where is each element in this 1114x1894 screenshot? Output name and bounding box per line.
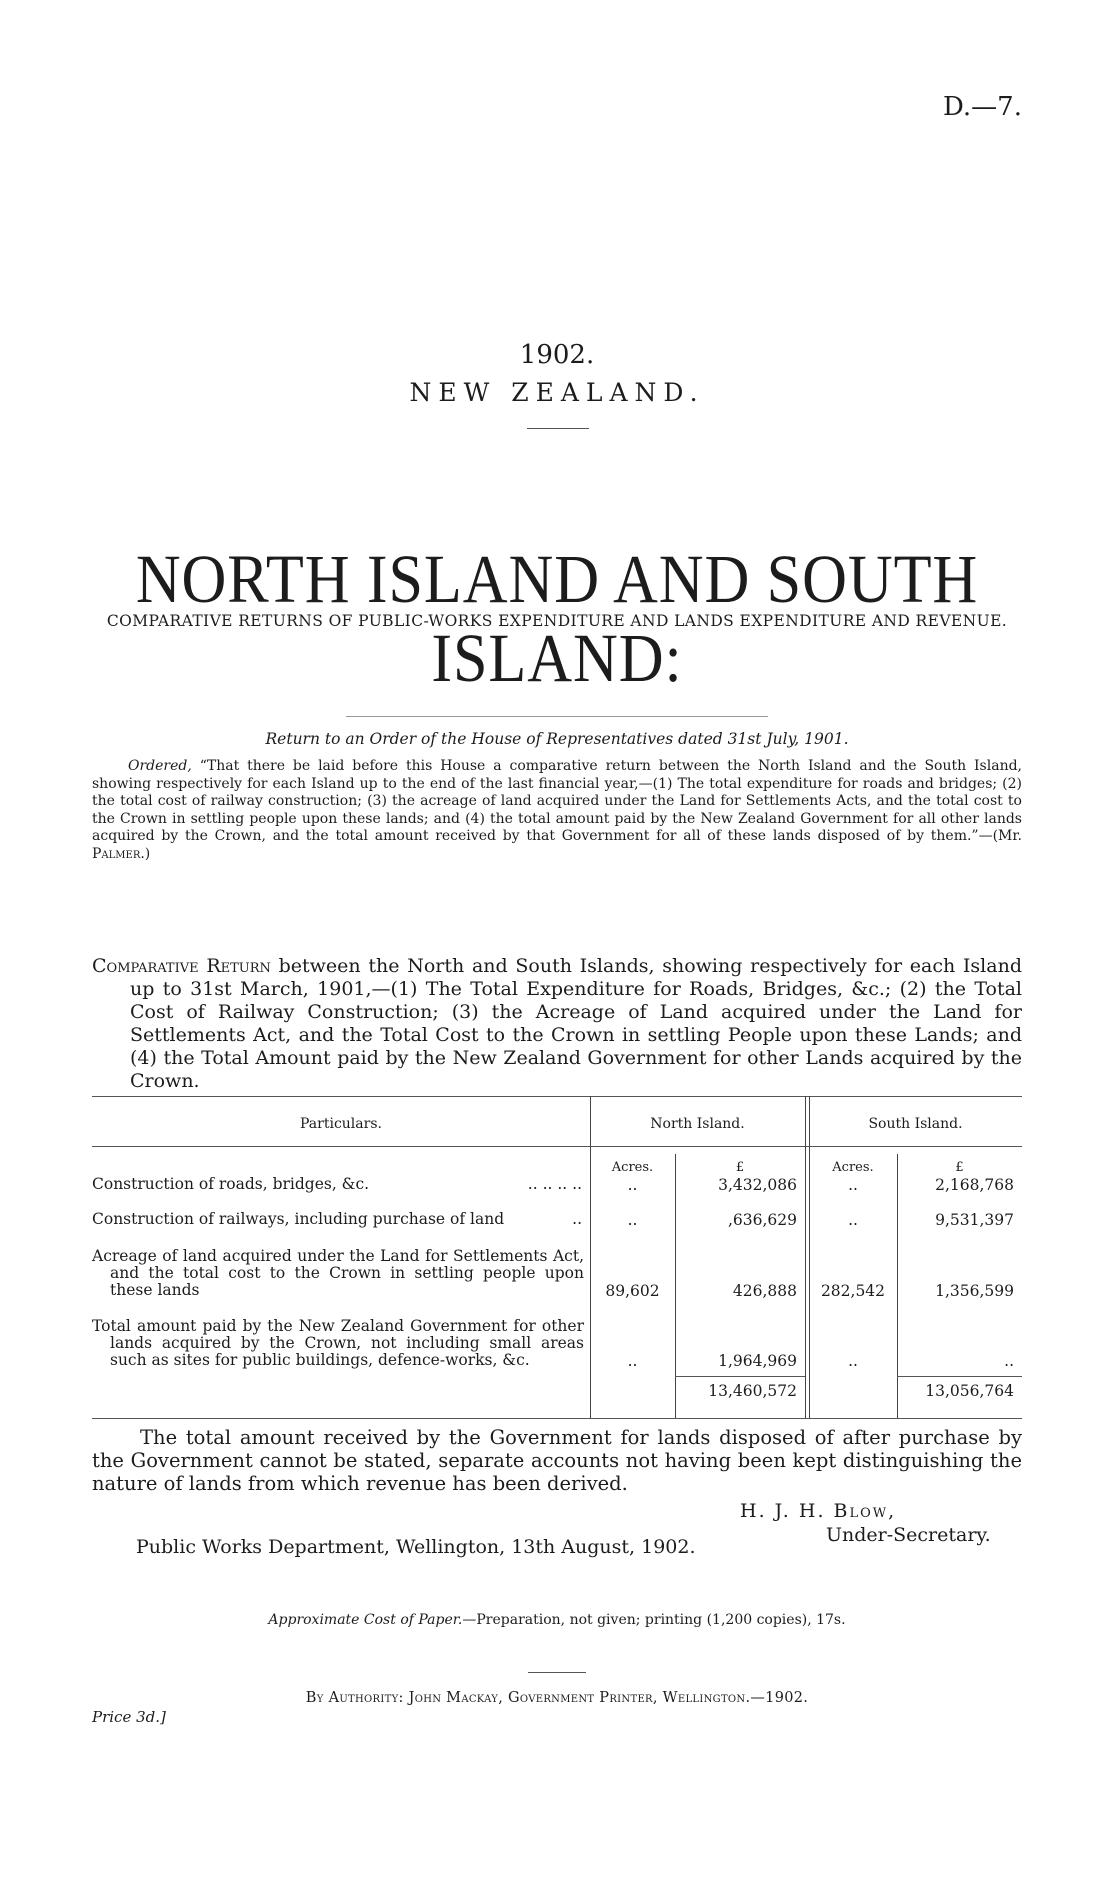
north-amount-cell: 1,964,969 — [718, 1352, 797, 1370]
north-total-cell: 13,460,572 — [708, 1382, 797, 1400]
signatory-name: H. J. H. Blow, — [740, 1500, 897, 1522]
north-amount-cell: ,636,629 — [727, 1211, 797, 1229]
unit-south-acres: Acres. — [832, 1160, 874, 1175]
comparative-return-table — [92, 1096, 1022, 1420]
ordered-paragraph — [92, 758, 1022, 863]
south-acres-cell: 282,542 — [820, 1282, 886, 1300]
north-acres-cell: 89,602 — [605, 1282, 660, 1300]
mover-name: Palmer — [92, 845, 141, 862]
cost-of-paper-line — [0, 1612, 1114, 1628]
comparative-text: between the North and South Islands, showing respectively for each Island up to 31st March, 1901,—(1) The Total Expenditure for Roads, Bridges, &c.; (2) the Total Cost of Railway Construction; (3) the Acreage of Land acquired under the Land for Settlements Act, and the Total Cost to the Crown in settling People upon these Lands; and (4) the Total Amount paid by the New Zealand Government for other Lands acquired by the Crown. — [130, 955, 1022, 1092]
ordered-text: “That there be laid before this House a comparative return between the North Island and the South Island, showing respectively for each Island up to the end of the last financial year,—(1) The total expenditure for roads and bridges; (2) the total cost of railway construction; (3) the acreage of land acquired under the Land for Settlements Acts, and the total cost to the Crown in settling people upon these lands; and (4) the total amount paid by the New Zealand Government for all other lands acquired by the Crown, and the total amount received by that Government for all of these lands disposed of by them.”—(Mr. — [92, 758, 1022, 844]
col-divider — [805, 1096, 806, 1418]
header-particulars: Particulars. — [300, 1116, 382, 1132]
south-amount-cell: 9,531,397 — [935, 1211, 1014, 1229]
ordered-label: Ordered, — [128, 758, 192, 774]
south-amount-cell: 2,168,768 — [935, 1176, 1014, 1194]
south-acres-cell: .. — [848, 1211, 858, 1229]
south-amount-cell: .. — [1004, 1352, 1014, 1370]
table-row-label: Total amount paid by the New Zealand Government for other lands acquired by the Crown, not including small areas such as sites for public buildings, defence-works, &c. — [92, 1317, 584, 1369]
divider — [527, 428, 589, 429]
page-title: NORTH ISLAND AND SOUTH ISLAND: — [135, 541, 979, 696]
north-amount-cell: 426,888 — [732, 1282, 797, 1300]
north-acres-cell: .. — [627, 1211, 638, 1229]
signatory-title: Under-Secretary. — [826, 1524, 991, 1546]
total-rule-south — [897, 1376, 1022, 1377]
table-top-rule — [92, 1096, 1022, 1097]
header-south-island: South Island. — [868, 1116, 963, 1132]
page-subtitle: COMPARATIVE RETURNS OF PUBLIC-WORKS EXPENDITURE AND LANDS EXPENDITURE AND REVENUE. — [106, 612, 1008, 630]
cost-label: Approximate Cost of Paper. — [268, 1612, 463, 1628]
north-acres-cell: .. — [627, 1352, 638, 1370]
unit-south-pound: £ — [955, 1160, 964, 1175]
total-rule-north — [675, 1376, 805, 1377]
comparative-lead: Comparative Return — [92, 955, 271, 977]
return-order-line: Return to an Order of the House of Representatives dated 31st July, 1901. — [265, 730, 849, 748]
ordered-end: .) — [140, 845, 151, 862]
comparative-return-paragraph — [92, 955, 1022, 1093]
table-row-label: Construction of railways, including purchase of land .. — [92, 1210, 582, 1228]
south-acres-cell: .. — [848, 1352, 858, 1370]
south-total-cell: 13,056,764 — [925, 1382, 1014, 1400]
cost-text: —Preparation, not given; printing (1,200 copies), 17s. — [462, 1612, 846, 1628]
divider — [528, 1672, 586, 1673]
south-amount-cell: 1,356,599 — [935, 1282, 1014, 1300]
table-row-label: Construction of roads, bridges, &c. .. .. .. .. — [92, 1175, 582, 1193]
south-acres-cell: .. — [848, 1176, 858, 1194]
table-bottom-rule — [92, 1418, 1022, 1419]
table-row-label: Acreage of land acquired under the Land for Settlements Act, and the total cost to the Crown in settling people upon these lands — [92, 1247, 584, 1299]
year-heading: 1902. — [519, 340, 595, 370]
department-date-line: Public Works Department, Wellington, 13th August, 1902. — [136, 1536, 696, 1558]
document-reference: D.—7. — [943, 92, 1022, 122]
unit-north-pound: £ — [735, 1160, 745, 1175]
north-amount-cell: 3,432,086 — [718, 1176, 797, 1194]
country-heading: NEW ZEALAND. — [409, 378, 705, 407]
price-label: Price 3d.] — [92, 1708, 166, 1726]
table-header-rule — [92, 1146, 1022, 1147]
unit-north-acres: Acres. — [611, 1160, 654, 1175]
header-north-island: North Island. — [650, 1116, 745, 1132]
divider — [346, 716, 768, 717]
north-acres-cell: .. — [627, 1176, 638, 1194]
printer-authority-line: By Authority: John Mackay, Government Printer, Wellington.—1902. — [305, 1690, 809, 1706]
closing-paragraph: The total amount received by the Government for lands disposed of after purchase by the Government cannot be stated, separate accounts not having been kept distinguishing the nature of lands from which revenue has been derived. — [92, 1426, 1022, 1495]
